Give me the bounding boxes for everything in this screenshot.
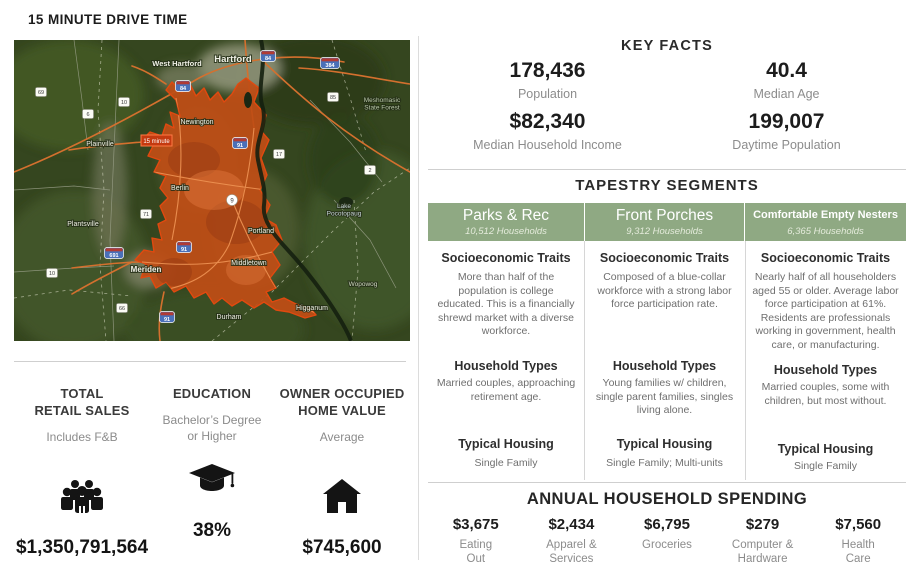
tapestry-title: TAPESTRY SEGMENTS bbox=[575, 177, 759, 194]
svg-text:10: 10 bbox=[120, 100, 128, 107]
svg-text:85: 85 bbox=[329, 95, 337, 102]
highway-shield-6 bbox=[83, 110, 94, 119]
stat-title-line: HOME VALUE bbox=[298, 403, 386, 418]
segment-column-1 bbox=[428, 241, 584, 480]
svg-text:10: 10 bbox=[48, 271, 56, 278]
highway-shield-91 bbox=[160, 312, 175, 324]
map-place-label: Portland bbox=[247, 228, 275, 235]
spend-label-line: Eating bbox=[459, 539, 493, 551]
spend-value: $279 bbox=[745, 516, 780, 533]
total-retail-sales-stat bbox=[14, 362, 150, 559]
typical-housing-title: Typical Housing bbox=[777, 442, 874, 456]
highway-shield-17 bbox=[274, 150, 285, 159]
map-place-label: Higganum bbox=[296, 305, 328, 312]
spend-label-line: Out bbox=[466, 553, 486, 565]
stat-population bbox=[428, 56, 667, 107]
spending-divider bbox=[428, 482, 906, 483]
spend-label-line: Groceries bbox=[642, 539, 692, 551]
svg-text:71: 71 bbox=[142, 212, 150, 219]
annual-spending-title: ANNUAL HOUSEHOLD SPENDING bbox=[526, 490, 808, 508]
spend-computer-hardware bbox=[715, 516, 811, 566]
socioeconomic-traits-text: Nearly half of all householders aged 55 or older. Average labor force participation at 61%. Residents are professionals working in government, health care, or manufacturing. bbox=[752, 271, 899, 351]
annual-spending-section bbox=[428, 490, 906, 566]
map-place-label: Hartford bbox=[214, 54, 252, 65]
stat-subtitle-line: Bachelor’s Degree bbox=[162, 413, 262, 427]
stat-label: Population bbox=[517, 87, 578, 101]
highway-shield-10 bbox=[119, 98, 130, 107]
spend-apparel-services bbox=[524, 516, 620, 566]
highway-shield-2 bbox=[365, 166, 376, 175]
spend-eating-out bbox=[428, 516, 524, 566]
map-canvas bbox=[14, 40, 410, 341]
stat-daytime-population bbox=[667, 107, 906, 158]
spend-groceries bbox=[619, 516, 715, 566]
stat-median-income bbox=[428, 107, 667, 158]
segment-header-front-porches bbox=[585, 203, 744, 241]
svg-text:91: 91 bbox=[236, 143, 244, 150]
spend-value: $3,675 bbox=[452, 516, 499, 533]
svg-text:384: 384 bbox=[325, 63, 335, 70]
spend-health-care bbox=[810, 516, 906, 566]
svg-text:91: 91 bbox=[180, 247, 188, 254]
socioeconomic-traits-text: More than half of the population is college educated. This is a financially shrewd market with a diverse workforce. bbox=[437, 271, 575, 337]
segment-name: Comfortable Empty Nesters bbox=[753, 209, 898, 221]
stat-value: $82,340 bbox=[509, 110, 586, 133]
household-types-title: Household Types bbox=[612, 359, 717, 373]
typical-housing-title: Typical Housing bbox=[458, 437, 554, 451]
svg-text:9: 9 bbox=[230, 198, 234, 205]
segment-name: Front Porches bbox=[615, 207, 714, 224]
spend-label-line: Computer & bbox=[731, 539, 794, 551]
stat-value: 40.4 bbox=[766, 59, 807, 82]
household-types-text: Married couples, some with children, but most without. bbox=[761, 381, 890, 407]
household-types-title: Household Types bbox=[773, 363, 878, 377]
segment-households: 9,312 Households bbox=[626, 226, 703, 237]
highway-shield-9 bbox=[227, 195, 238, 206]
map-place-label: Meriden bbox=[130, 265, 162, 274]
drive-time-map[interactable] bbox=[14, 40, 410, 341]
segment-households: 6,365 Households bbox=[787, 226, 864, 237]
segment-header-parks-and-rec bbox=[428, 203, 584, 241]
svg-text:91: 91 bbox=[163, 317, 171, 324]
svg-text:69: 69 bbox=[37, 90, 45, 97]
household-types-text: Married couples, approaching retirement age. bbox=[436, 377, 576, 403]
svg-text:84: 84 bbox=[179, 86, 187, 93]
stat-value: 38% bbox=[192, 520, 232, 541]
graduation-cap-icon bbox=[150, 450, 274, 508]
household-types-text: Young families w/ children, single parent families, singles living alone. bbox=[595, 377, 734, 416]
highway-shield-384 bbox=[321, 58, 340, 70]
spend-label-line: Apparel & bbox=[546, 539, 597, 551]
left-stats-section bbox=[14, 362, 410, 559]
socioeconomic-traits-title: Socioeconomic Traits bbox=[760, 251, 891, 265]
svg-text:2: 2 bbox=[368, 168, 372, 175]
house-icon bbox=[274, 467, 410, 525]
stat-title-line: RETAIL SALES bbox=[34, 403, 130, 418]
svg-text:15 minute: 15 minute bbox=[143, 139, 170, 145]
svg-text:66: 66 bbox=[118, 306, 126, 313]
stat-value: $1,350,791,564 bbox=[15, 537, 149, 558]
stat-value: 199,007 bbox=[748, 110, 825, 133]
spend-value: $7,560 bbox=[835, 516, 882, 533]
key-facts-title: KEY FACTS bbox=[621, 38, 713, 54]
typical-housing-text: Single Family bbox=[793, 460, 858, 472]
svg-text:6: 6 bbox=[86, 112, 90, 119]
highway-shield-71 bbox=[141, 210, 152, 219]
spend-label-line: Hardware bbox=[737, 553, 788, 565]
segment-households: 10,512 Households bbox=[465, 226, 547, 237]
stat-subtitle-line: Includes F&B bbox=[46, 430, 118, 444]
stat-label: Daytime Population bbox=[732, 138, 841, 152]
map-place-label: Meshomasic State Forest bbox=[363, 97, 401, 112]
highway-shield-10 bbox=[47, 269, 58, 278]
stat-label: Median Age bbox=[753, 87, 820, 101]
spend-value: $6,795 bbox=[644, 516, 690, 533]
typical-housing-text: Single Family; Multi-units bbox=[606, 457, 723, 469]
stat-title-line: OWNER OCCUPIED bbox=[279, 386, 405, 401]
map-place-label: Lake Pocotopaug bbox=[326, 203, 362, 218]
stat-title-line: EDUCATION bbox=[172, 386, 252, 401]
center-divider bbox=[418, 36, 419, 560]
map-place-label: Wopowog bbox=[348, 281, 378, 288]
owner-occupied-home-value-stat bbox=[274, 362, 410, 559]
spend-label-line: Health bbox=[841, 539, 875, 551]
drive-time-callout bbox=[141, 135, 172, 146]
svg-text:17: 17 bbox=[275, 152, 283, 159]
segment-name: Parks & Rec bbox=[462, 207, 550, 224]
page-title: 15 MINUTE DRIVE TIME bbox=[28, 12, 188, 27]
spend-value: $2,434 bbox=[548, 516, 595, 533]
stat-subtitle-line: Average bbox=[319, 430, 365, 444]
map-place-label: Berlin bbox=[171, 185, 189, 192]
highway-shield-69 bbox=[36, 88, 47, 97]
highway-shield-85 bbox=[328, 93, 339, 102]
spend-label-line: Services bbox=[549, 553, 594, 565]
map-place-label: Middletown bbox=[231, 260, 267, 267]
household-types-title: Household Types bbox=[454, 359, 558, 373]
tapestry-segment-headers bbox=[428, 203, 906, 241]
people-group-icon bbox=[14, 467, 150, 525]
spend-label-line: Care bbox=[845, 553, 871, 565]
highway-shield-691 bbox=[105, 248, 124, 260]
key-facts-section bbox=[428, 38, 906, 158]
typical-housing-text: Single Family bbox=[474, 457, 538, 469]
stat-median-age bbox=[667, 56, 906, 107]
tapestry-segment-details bbox=[428, 241, 906, 480]
svg-text:691: 691 bbox=[109, 253, 119, 260]
highway-shield-66 bbox=[117, 304, 128, 313]
segment-column-3 bbox=[745, 241, 906, 480]
stat-value: $745,600 bbox=[302, 537, 382, 558]
socioeconomic-traits-title: Socioeconomic Traits bbox=[599, 251, 730, 265]
stat-value: 178,436 bbox=[509, 59, 586, 82]
socioeconomic-traits-text: Composed of a blue-collar workforce with a strong labor force participation rate. bbox=[597, 271, 732, 310]
stat-title-line: TOTAL bbox=[60, 386, 104, 401]
map-place-label: West Hartford bbox=[152, 59, 202, 68]
highway-shield-84 bbox=[176, 81, 191, 93]
map-place-label: Plantsville bbox=[67, 221, 99, 228]
typical-housing-title: Typical Housing bbox=[616, 437, 713, 451]
map-place-label: Plainville bbox=[86, 141, 114, 148]
map-place-label: Newington bbox=[180, 119, 214, 126]
keyfacts-divider bbox=[428, 169, 906, 170]
highway-shield-91 bbox=[233, 138, 248, 150]
education-stat bbox=[150, 362, 274, 559]
socioeconomic-traits-title: Socioeconomic Traits bbox=[441, 251, 571, 265]
segment-column-2 bbox=[585, 241, 744, 480]
highway-shield-84 bbox=[261, 51, 276, 63]
svg-text:84: 84 bbox=[264, 56, 272, 63]
stat-label: Median Household Income bbox=[473, 138, 622, 152]
stat-subtitle-line: or Higher bbox=[187, 429, 237, 443]
highway-shield-91 bbox=[177, 242, 192, 254]
segment-header-comfortable-empty-nesters bbox=[745, 203, 906, 241]
map-place-label: Durham bbox=[216, 314, 242, 321]
